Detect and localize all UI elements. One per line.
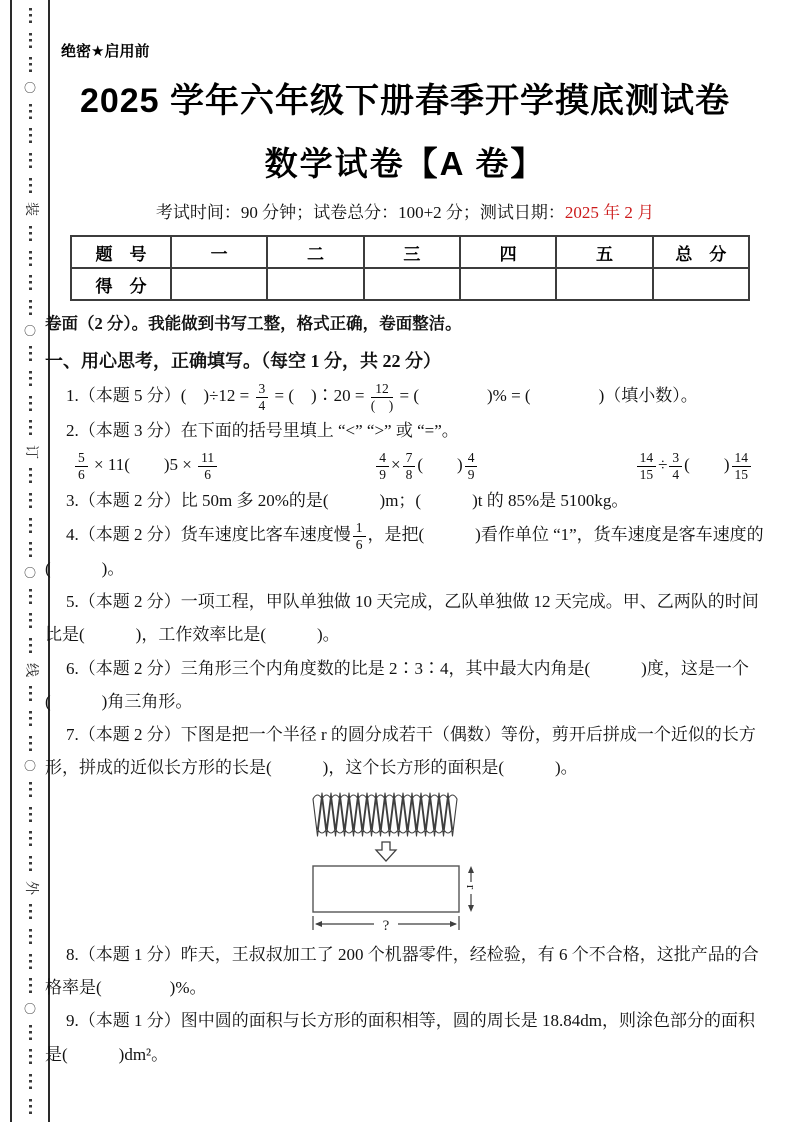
question-4 [45, 518, 765, 586]
section-one-heading: 一、用心思考，正确填写。（每空 1 分，共 22 分） [45, 351, 441, 371]
neatness-note: 卷面（2 分）。我能做到书写工整，格式正确，卷面整洁。 [45, 314, 462, 333]
score-entry-cell [460, 268, 556, 300]
fraction-numerator: 14 [637, 451, 657, 467]
q2-text-1: 2.（本题 3 分）在下面的括号里填上 “<” “>” 或 “=”。 [66, 420, 459, 440]
score-entry-cell [556, 268, 652, 300]
paper-content [45, 0, 765, 1122]
fraction-numerator: 12 [371, 382, 394, 398]
dotted-mark [29, 493, 32, 508]
score-table [70, 235, 750, 301]
dotted-mark [29, 929, 32, 944]
q2-expression-row [45, 447, 765, 485]
fraction-numerator: 4 [465, 451, 478, 467]
dotted-mark [29, 104, 32, 119]
q5-text: 5.（本题 2 分）一项工程，甲队单独做 10 天完成，乙队单独做 12 天完成。甲、乙两队的时间比是( )，工作效率比是( )。 [45, 592, 759, 645]
question-6 [45, 652, 765, 718]
q2e2-fraction-1 [376, 451, 389, 482]
arrowhead-left [315, 921, 322, 927]
fraction-denominator: 15 [639, 467, 654, 483]
binding-strip [10, 0, 50, 1122]
fraction-denominator: ( ) [370, 398, 394, 414]
dotted-mark [29, 904, 32, 919]
question-1 [45, 379, 765, 414]
fraction-numerator: 4 [376, 451, 389, 467]
dotted-mark [29, 226, 32, 241]
question-2 [45, 414, 765, 447]
score-table-header-cell: 五 [556, 236, 652, 268]
dotted-mark [29, 153, 32, 168]
q1-text-2: = ( )∶20 = [270, 386, 369, 405]
dotted-mark [29, 589, 32, 604]
question-list [45, 379, 765, 1071]
score-table-score-row [71, 268, 749, 300]
dotted-mark [29, 638, 32, 653]
circle-mark: 〇 [23, 566, 36, 581]
fraction-denominator: 8 [405, 467, 413, 483]
q6-text: 6.（本题 2 分）三角形三个内角度数的比是 2∶3∶4，其中最大内角是( )度，这是一个( )角三角形。 [45, 658, 749, 711]
score-entry-cell [267, 268, 363, 300]
dotted-mark [29, 420, 32, 435]
fraction-numerator: 14 [732, 451, 752, 467]
question-5 [45, 585, 765, 651]
q2e3-blank: ( ) [684, 454, 730, 474]
exam-subtitle: 数学试卷【A 卷】 [264, 145, 546, 182]
binding-char: 装 [23, 202, 38, 217]
score-entry-cell [364, 268, 460, 300]
exam-meta-line [45, 198, 765, 223]
arrowhead-up [468, 866, 474, 873]
q2e2-fraction-2 [403, 451, 416, 482]
score-table-header-cell: 三 [364, 236, 460, 268]
exam-title: 2025 学年六年级下册春季开学摸底测试卷 [79, 82, 731, 120]
fraction-numerator: 1 [353, 521, 366, 537]
fraction-denominator: 15 [734, 467, 748, 483]
q2e2-times: × [391, 454, 401, 474]
q7-text: 7.（本题 2 分）下图是把一个半径 r 的圆分成若干（偶数）等份，剪开后拼成一个近似的长方形，拼成的近似长方形的长是( )，这个长方形的面积是( )。 [45, 724, 756, 777]
fraction-denominator: 4 [672, 467, 680, 483]
fraction-numerator: 11 [198, 451, 217, 467]
score-table-header-row [71, 236, 749, 268]
dotted-mark [29, 518, 32, 533]
score-entry-cell [653, 268, 749, 300]
dotted-mark [29, 275, 32, 290]
rectangle-shape [313, 866, 459, 912]
dotted-mark [29, 1099, 32, 1114]
dotted-mark [29, 8, 32, 23]
fraction-numerator: 5 [75, 451, 88, 467]
q8-text: 8.（本题 1 分）昨天，王叔叔加工了 200 个机器零件，经检验，有 6 个不合格，这批产品的合格率是( )%。 [45, 945, 759, 998]
fraction-denominator: 6 [78, 467, 85, 483]
score-table-header-cell: 题 号 [71, 236, 171, 268]
circle-mark: 〇 [23, 1001, 36, 1016]
dotted-mark [29, 856, 32, 871]
dotted-mark [29, 346, 32, 361]
q2e2-fraction-3 [465, 451, 478, 482]
score-row-label: 得 分 [71, 268, 171, 300]
q2e2-blank: ( ) [417, 454, 463, 474]
question-9 [45, 1004, 765, 1070]
dotted-mark [29, 468, 32, 483]
dotted-mark [29, 57, 32, 72]
score-table-header-cell: 一 [171, 236, 267, 268]
q3-text: 3.（本题 2 分）比 50m 多 20%的是( )m；( )t 的 85%是 5100kg。 [66, 491, 629, 511]
r-dimension-label: r [464, 884, 479, 890]
q2-expression-1 [73, 449, 219, 483]
dotted-mark [29, 978, 32, 993]
fraction-denominator: 4 [258, 398, 266, 414]
dotted-mark [29, 542, 32, 557]
dotted-mark [29, 396, 32, 411]
binding-strip-sequence [12, 0, 48, 1122]
dotted-mark [29, 831, 32, 846]
q2-expression-3 [635, 449, 753, 483]
dotted-mark [29, 1074, 32, 1089]
circle-mark: 〇 [23, 80, 36, 95]
dotted-mark [29, 686, 32, 701]
q2e1-fraction-2 [198, 451, 217, 482]
dotted-mark [29, 807, 32, 822]
binding-char: 线 [23, 662, 38, 677]
q2e1-text: × 11( )5 × [89, 454, 197, 474]
fraction-numerator: 3 [669, 451, 682, 467]
meta-prefix: 考试时间：90 分钟；试卷总分：100+2 分；测试日期： [155, 203, 565, 222]
q4-fraction [353, 521, 366, 552]
circle-mark: 〇 [23, 323, 36, 338]
q4-text-1: 4.（本题 2 分）货车速度比客车速度慢 [66, 524, 351, 544]
q2e1-fraction-1 [75, 451, 88, 482]
q4-text-2: ，是把( )看作单位 “1”，货车速度是客车速度的( )。 [45, 524, 764, 579]
fraction-numerator: 7 [403, 451, 416, 467]
q2e3-divide: ÷ [658, 454, 668, 474]
score-table-header-cell: 总 分 [653, 236, 749, 268]
dotted-mark [29, 711, 32, 726]
q1-fraction-1 [256, 382, 269, 413]
dotted-mark [29, 782, 32, 797]
arrowhead-down [468, 905, 474, 912]
q1-fraction-2 [371, 382, 394, 413]
fraction-denominator: 9 [379, 467, 387, 483]
q2e3-fraction-2 [669, 451, 682, 482]
circle-to-rectangle-diagram [273, 790, 505, 936]
dotted-mark [29, 33, 32, 48]
down-arrow-icon [376, 842, 396, 861]
dotted-mark [29, 300, 32, 315]
question-7 [45, 718, 765, 784]
dotted-mark [29, 613, 32, 628]
dotted-mark [29, 954, 32, 969]
q1-text-1: 1.（本题 5 分）( )÷12 = [66, 386, 254, 405]
dotted-mark [29, 1049, 32, 1064]
score-table-header-cell: 二 [267, 236, 363, 268]
arrowhead-right [450, 921, 457, 927]
question-3 [45, 484, 765, 517]
zigzag-sectors [313, 793, 457, 836]
q2e3-fraction-3 [732, 451, 752, 482]
fraction-denominator: 6 [355, 536, 363, 552]
dotted-mark [29, 128, 32, 143]
dotted-mark [29, 251, 32, 266]
q9-text: 9.（本题 1 分）图中圆的面积与长方形的面积相等，圆的周长是 18.84dm，则涂色部分的面积是( )dm²。 [45, 1011, 755, 1064]
score-entry-cell [171, 268, 267, 300]
fraction-denominator: 6 [204, 467, 211, 483]
question-8 [45, 938, 765, 1004]
confidential-label: 绝密★启用前 [61, 43, 150, 60]
dotted-mark [29, 1025, 32, 1040]
meta-test-date: 2025 年 2 月 [564, 203, 655, 222]
width-question-label: ? [382, 918, 390, 935]
binding-char: 订 [23, 444, 38, 459]
dotted-mark [29, 736, 32, 751]
circle-mark: 〇 [23, 759, 36, 774]
fraction-numerator: 3 [256, 382, 269, 398]
fraction-denominator: 9 [467, 467, 475, 483]
q2-expression-2 [374, 449, 479, 483]
binding-char: 外 [23, 880, 38, 895]
q1-text-3: = ( )% = ( )（填小数）。 [395, 386, 698, 405]
q2e3-fraction-1 [637, 451, 657, 482]
dotted-mark [29, 371, 32, 386]
q7-figure [273, 790, 505, 936]
score-table-header-cell: 四 [460, 236, 556, 268]
dotted-mark [29, 178, 32, 193]
